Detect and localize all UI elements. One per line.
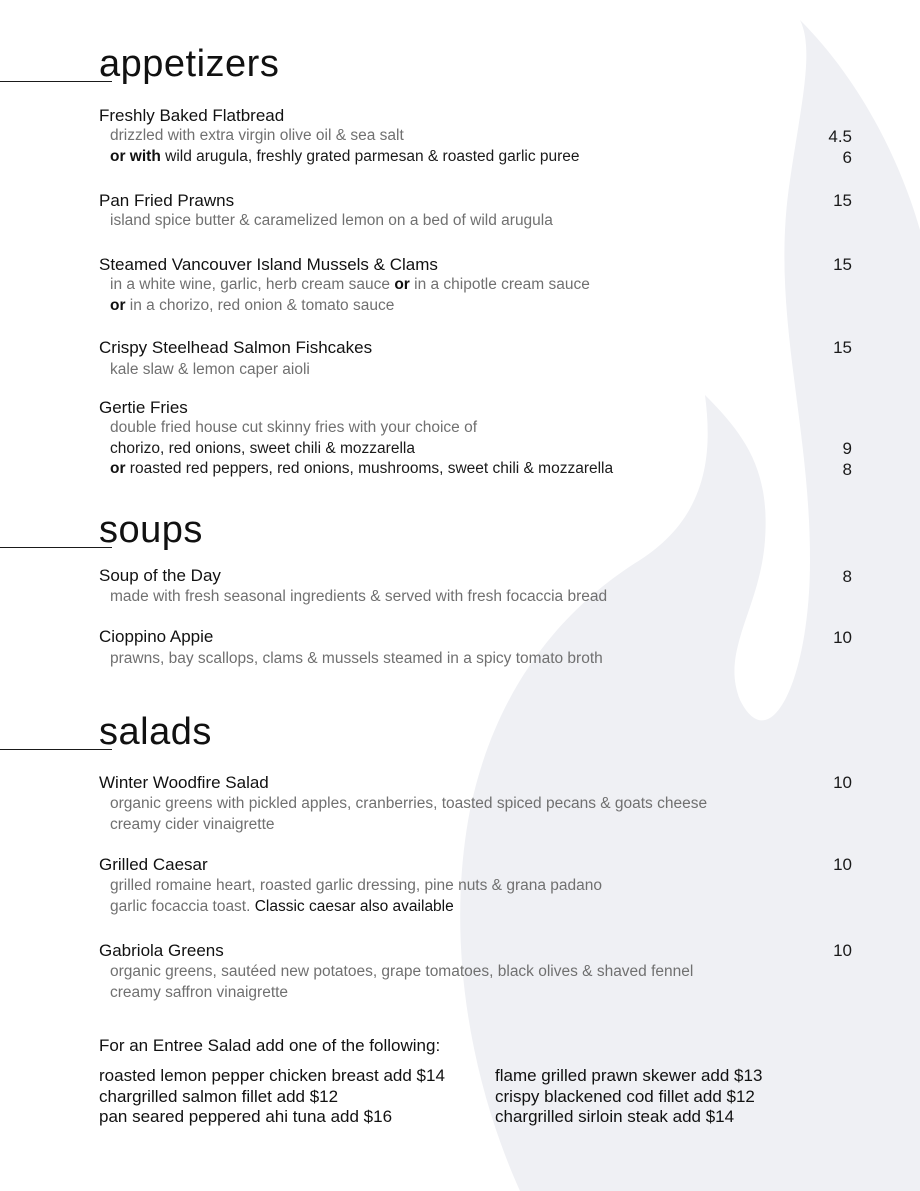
item-option: chorizo, red onions, sweet chili & mozzarella bbox=[110, 439, 415, 457]
item-description: prawns, bay scallops, clams & mussels steamed in a spicy tomato broth bbox=[110, 650, 603, 667]
menu-item-flatbread bbox=[99, 105, 859, 167]
item-description: creamy saffron vinaigrette bbox=[110, 983, 289, 1001]
item-description: island spice butter & caramelized lemon on a bed of wild arugula bbox=[110, 212, 553, 229]
item-description: double fried house cut skinny fries with your choice of bbox=[110, 419, 478, 436]
section-title-soups: soups bbox=[99, 509, 203, 551]
item-description: or in a chorizo, red onion & tomato sauce bbox=[110, 296, 395, 314]
menu-item-grilled-caesar bbox=[99, 854, 859, 917]
entree-addons-right bbox=[495, 1066, 762, 1128]
item-price: 4.5 bbox=[828, 127, 852, 146]
item-name: Cioppino Appie bbox=[99, 627, 214, 646]
addon-item: crispy blackened cod fillet add $12 bbox=[495, 1086, 755, 1106]
item-description: creamy cider vinaigrette bbox=[110, 815, 275, 833]
item-name: Pan Fried Prawns bbox=[99, 191, 235, 210]
section-rule bbox=[0, 81, 112, 82]
addon-item: chargrilled sirloin steak add $14 bbox=[495, 1107, 735, 1126]
item-name: Gertie Fries bbox=[99, 398, 188, 417]
menu-item-fishcakes bbox=[99, 337, 859, 381]
menu-item-winter-woodfire bbox=[99, 772, 859, 835]
soups-header bbox=[0, 506, 400, 550]
item-name: Soup of the Day bbox=[99, 566, 221, 585]
item-description: garlic focaccia toast. Classic caesar also available bbox=[110, 897, 454, 915]
item-price: 9 bbox=[842, 439, 852, 458]
item-price: 10 bbox=[833, 773, 852, 792]
section-rule bbox=[0, 749, 112, 750]
menu-item-gabriola-greens bbox=[99, 940, 859, 1003]
section-title-salads: salads bbox=[99, 711, 212, 753]
section-title-appetizers: appetizers bbox=[99, 43, 280, 85]
addon-item: chargrilled salmon fillet add $12 bbox=[99, 1086, 339, 1106]
menu-item-prawns bbox=[99, 190, 859, 232]
item-description: drizzled with extra virgin olive oil & sea salt bbox=[110, 127, 404, 144]
item-price: 10 bbox=[833, 628, 852, 647]
section-rule bbox=[0, 547, 112, 548]
addon-item: pan seared peppered ahi tuna add $16 bbox=[99, 1107, 393, 1126]
salads-header bbox=[0, 708, 400, 752]
item-price: 10 bbox=[833, 941, 852, 960]
item-description: organic greens, sautéed new potatoes, grape tomatoes, black olives & shaved fennel bbox=[110, 963, 694, 980]
item-option: or roasted red peppers, red onions, mushrooms, sweet chili & mozzarella bbox=[110, 460, 614, 477]
item-price: 8 bbox=[842, 567, 852, 586]
item-name: Crispy Steelhead Salmon Fishcakes bbox=[99, 338, 373, 357]
entree-addons-left bbox=[99, 1066, 445, 1128]
menu-item-soup-of-day bbox=[99, 565, 859, 608]
item-price: 10 bbox=[833, 855, 852, 874]
item-name: Steamed Vancouver Island Mussels & Clams bbox=[99, 255, 438, 274]
item-description: kale slaw & lemon caper aioli bbox=[110, 361, 310, 378]
item-description: organic greens with pickled apples, cranberries, toasted spiced pecans & goats cheese bbox=[110, 795, 708, 812]
item-description: or with wild arugula, freshly grated parmesan & roasted garlic puree bbox=[110, 147, 580, 165]
item-description: in a white wine, garlic, herb cream sauce or in a chipotle cream sauce bbox=[110, 276, 590, 293]
item-price: 6 bbox=[842, 148, 852, 167]
appetizers-header bbox=[0, 40, 400, 84]
item-price: 15 bbox=[833, 338, 852, 357]
addon-item: flame grilled prawn skewer add $13 bbox=[495, 1066, 763, 1085]
menu-item-gertie-fries bbox=[99, 397, 859, 480]
menu-item-cioppino bbox=[99, 626, 859, 670]
item-description: made with fresh seasonal ingredients & served with fresh focaccia bread bbox=[110, 588, 608, 605]
item-price: 15 bbox=[833, 255, 852, 274]
addon-item: roasted lemon pepper chicken breast add $14 bbox=[99, 1066, 445, 1085]
entree-salad-title: For an Entree Salad add one of the following: bbox=[99, 1036, 441, 1055]
item-name: Freshly Baked Flatbread bbox=[99, 106, 285, 125]
item-name: Gabriola Greens bbox=[99, 941, 224, 960]
item-name: Grilled Caesar bbox=[99, 855, 208, 874]
menu-item-mussels-clams bbox=[99, 254, 859, 316]
item-price: 8 bbox=[842, 460, 852, 479]
item-description: grilled romaine heart, roasted garlic dressing, pine nuts & grana padano bbox=[110, 877, 602, 894]
item-price: 15 bbox=[833, 191, 852, 210]
item-name: Winter Woodfire Salad bbox=[99, 773, 269, 792]
